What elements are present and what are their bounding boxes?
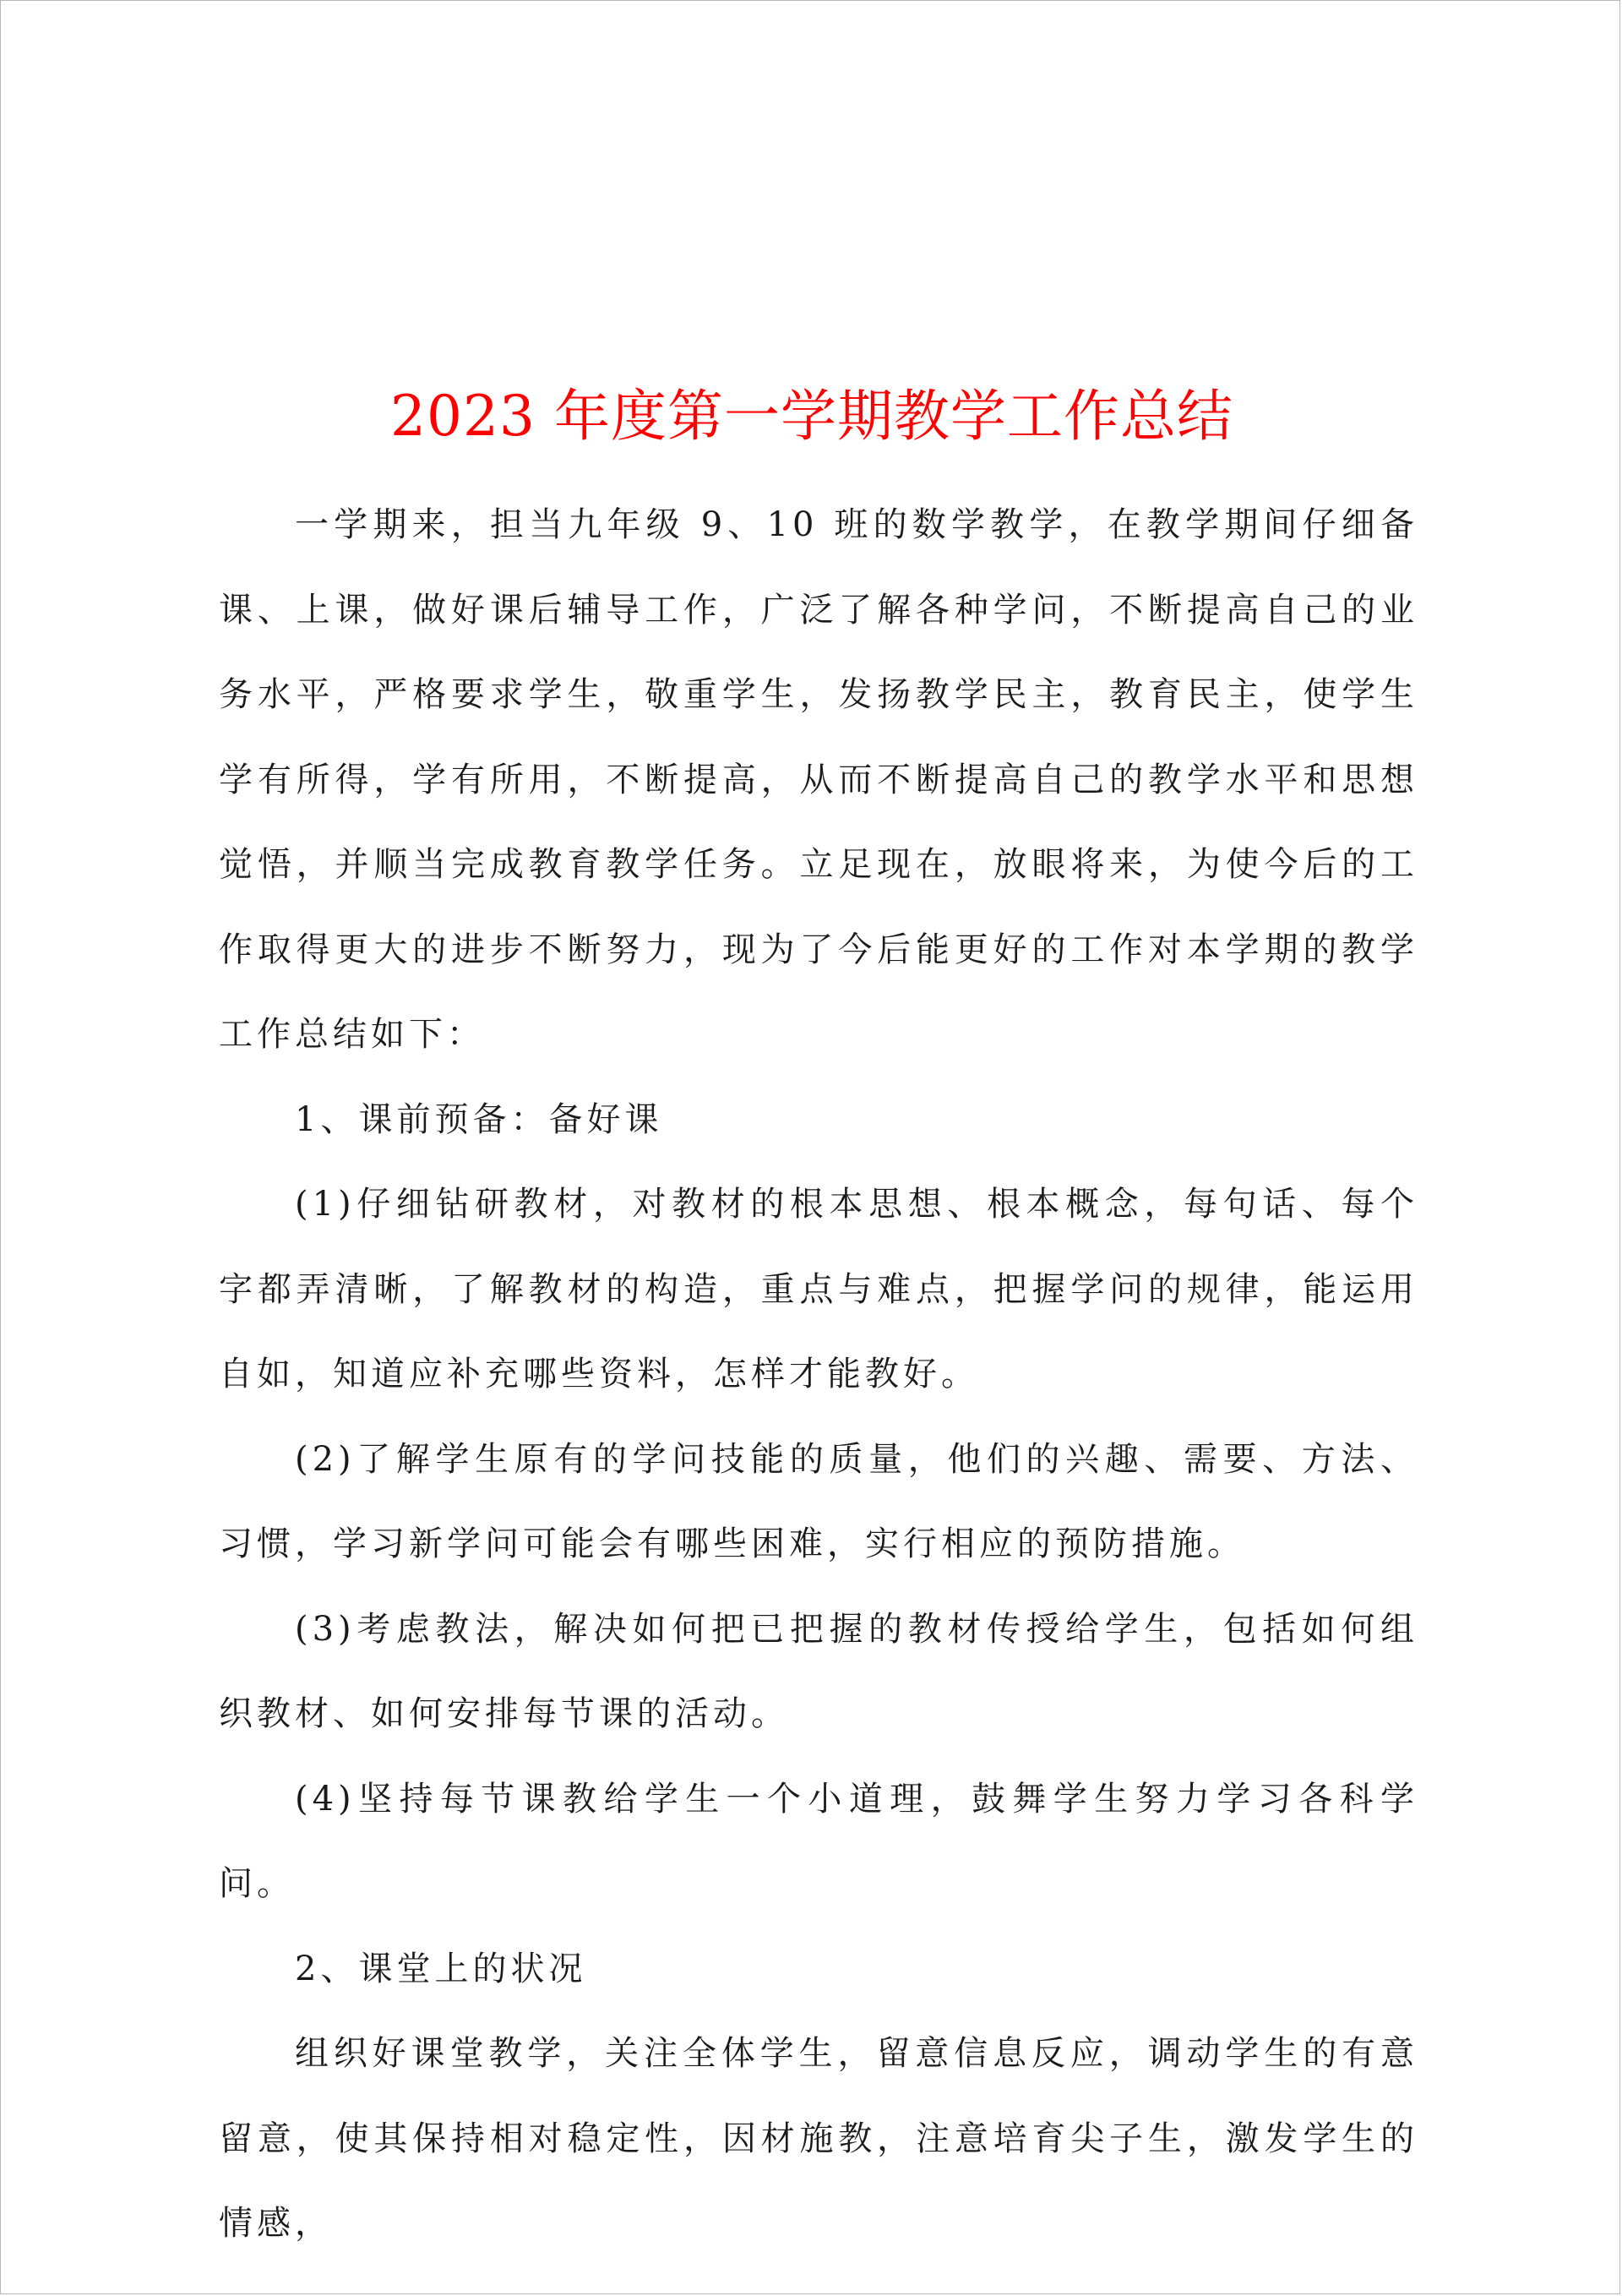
document-title: 2023 年度第一学期教学工作总结 [390,384,1233,450]
document-body [219,483,1418,2266]
paragraph-intro: 一学期来，担当九年级 9、10 班的数学教学，在教学期间仔细备课、上课，做好课后辅导工作，广泛了解各种学问，不断提高自己的业务水平，严格要求学生，敬重学生，发扬教学民主，教育民主，使学生学有所得，学有所用，不断提高，从而不断提高自己的教学水平和思想觉悟，并顺当完成教育教学任务。立足现在，放眼将来，为使今后的工作取得更大的进步不断努力，现为了今后能更好的工作对本学期的教学工作总结如下： [219,505,1418,1054]
paragraph-item-3: (3)考虑教法，解决如何把已把握的教材传授给学生，包括如何组织教材、如何安排每节课的活动。 [219,1609,1418,1733]
section-heading-1: 1、课前预备：备好课 [295,1099,663,1139]
paragraph-item-4: (4)坚持每节课教给学生一个小道理，鼓舞学生努力学习各科学问。 [219,1779,1418,1903]
paragraph-item-2: (2)了解学生原有的学问技能的质量，他们的兴趣、需要、方法、习惯，学习新学问可能会有哪些困难，实行相应的预防措施。 [219,1439,1418,1563]
paragraph-item-1: (1)仔细钻研教材，对教材的根本思想、根本概念，每句话、每个字都弄清晰，了解教材的构造，重点与难点，把握学问的规律，能运用自如，知道应补充哪些资料，怎样才能教好。 [219,1185,1418,1393]
paragraph-classroom: 组织好课堂教学，关注全体学生，留意信息反应，调动学生的有意留意，使其保持相对稳定性，因材施教，注意培育尖子生，激发学生的情感， [219,2034,1418,2243]
section-heading-2: 2、课堂上的状况 [295,1949,587,1988]
